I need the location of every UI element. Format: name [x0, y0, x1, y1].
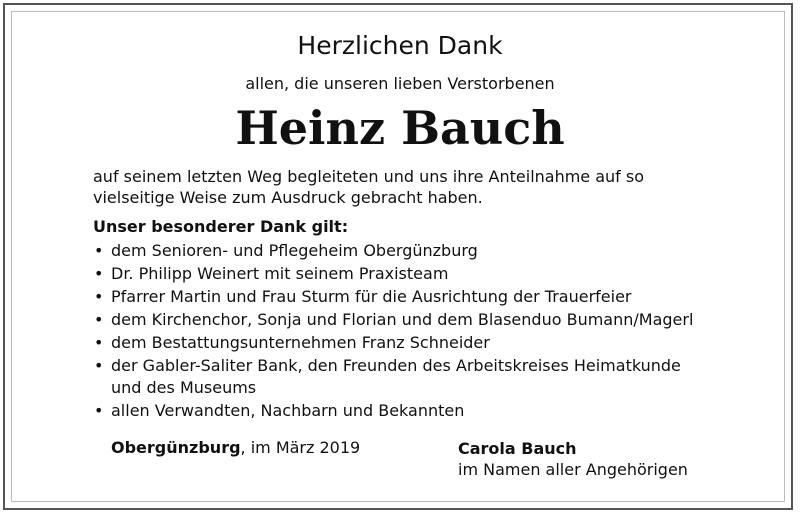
thanks-list: [93, 240, 733, 421]
notice-body: [93, 166, 733, 423]
bullet-icon: •: [94, 356, 104, 375]
notice-intro: allen, die unseren lieben Verstorbenen: [245, 74, 555, 93]
bullet-icon: •: [94, 264, 104, 283]
list-item-text: dem Bestattungsunternehmen Franz Schneider: [111, 333, 490, 352]
place-date: [111, 438, 360, 458]
paragraph-line-1: auf seinem letzten Weg begleiteten und uns ihre Anteilnahme auf so: [93, 167, 645, 186]
list-item-text: allen Verwandten, Nachbarn und Bekannten: [111, 400, 465, 420]
signature-note: im Namen aller Angehörigen: [458, 460, 688, 479]
notice-heading: Herzlichen Dank: [297, 31, 503, 60]
list-item-text: dem Senioren- und Pflegeheim Obergünzburg: [111, 241, 478, 260]
bullet-icon: •: [94, 400, 104, 420]
list-item-text-line-2: und des Museums: [111, 377, 257, 397]
list-item-text-line-1: der Gabler-Saliter Bank, den Freunden des Arbeitskreises Heimatkunde: [111, 356, 681, 375]
list-item-text: Pfarrer Martin und Frau Sturm für die Ausrichtung der Trauerfeier: [111, 287, 632, 306]
bullet-icon: •: [94, 287, 104, 306]
deceased-name: Heinz Bauch: [235, 101, 565, 155]
signature-name: Carola Bauch: [458, 439, 577, 458]
paragraph-line-2: vielseitige Weise zum Ausdruck gebracht haben.: [93, 188, 483, 207]
bullet-icon: •: [94, 310, 104, 329]
list-item: [93, 240, 733, 262]
list-item-text: dem Kirchenchor, Sonja und Florian und dem Blasenduo Bumann/Magerl: [111, 310, 694, 329]
signature: [458, 438, 688, 480]
bullet-icon: •: [94, 333, 104, 352]
list-item-text: Dr. Philipp Weinert mit seinem Praxisteam: [111, 264, 449, 283]
bullet-icon: •: [94, 241, 104, 260]
list-item: [93, 309, 733, 331]
list-item: [93, 400, 733, 422]
list-item: [93, 263, 733, 285]
date: , im März 2019: [240, 438, 361, 457]
list-item: [93, 286, 733, 308]
list-item: [93, 332, 733, 354]
thanks-title: Unser besonderer Dank gilt:: [93, 217, 349, 236]
list-item: [93, 355, 733, 398]
place: Obergünzburg: [111, 438, 241, 457]
